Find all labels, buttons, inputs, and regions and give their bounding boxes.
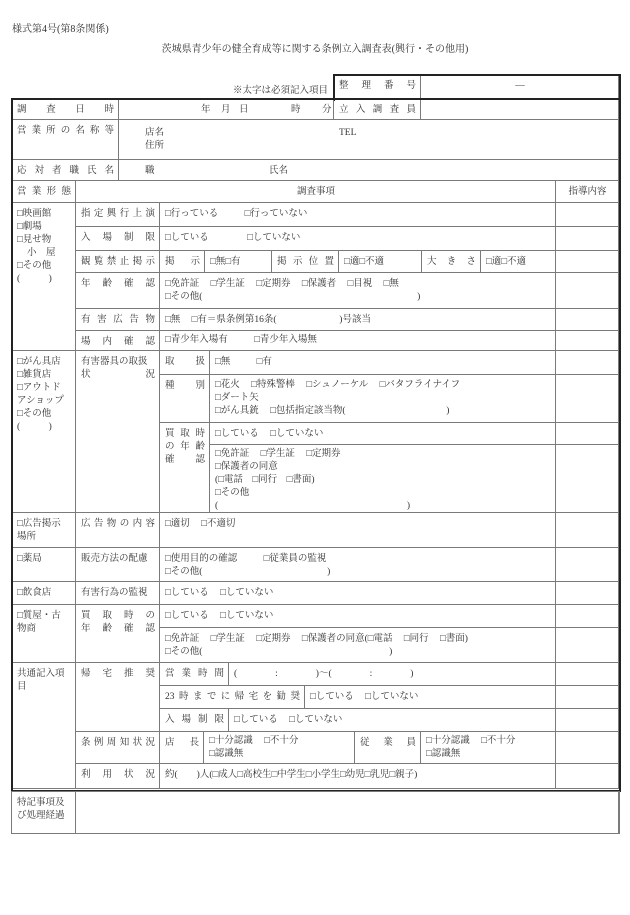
recommend-options (305, 686, 556, 709)
notice-size-label-text: 大きさ (427, 257, 476, 267)
respondent-label (12, 160, 119, 181)
inside-check-options (160, 331, 556, 351)
manager-label (160, 732, 204, 764)
guidance-field[interactable] (556, 423, 619, 445)
paren-close: ) (446, 406, 450, 416)
admission-label (76, 227, 160, 251)
header-items: 調査事項 (76, 181, 556, 203)
type-checkbox[interactable]: □その他 (17, 409, 52, 419)
type-checkbox[interactable]: □質屋・古 (17, 611, 61, 621)
purchase-age-label-line: 買取時 (165, 429, 205, 439)
survey-date-field[interactable] (119, 99, 334, 120)
type-checkbox[interactable]: □アウトド (17, 383, 61, 393)
minute-unit: 分 (322, 105, 332, 115)
ref-number-label (334, 75, 421, 99)
checkbox-option[interactable]: □無 (383, 279, 399, 289)
checkbox-option[interactable]: □行っている (165, 209, 219, 219)
pawn-label-line: 買取時の (81, 611, 155, 621)
ordinance-label (76, 732, 160, 764)
harmful-ads-label-text: 有害広告物 (81, 315, 155, 325)
position-label: 職 (145, 166, 155, 176)
checkbox-option[interactable]: □学生証 (210, 634, 245, 644)
business-label (12, 120, 119, 160)
guidance-field[interactable] (556, 351, 619, 375)
notice-display-label-text: 掲示 (165, 257, 200, 267)
pawn-label (76, 605, 160, 663)
inside-check-label (76, 331, 160, 351)
guidance-field[interactable] (556, 548, 619, 582)
guidance-field[interactable] (556, 331, 619, 351)
checkbox-option[interactable]: □保護者 (301, 279, 337, 289)
special-notes-field[interactable] (76, 792, 619, 834)
staff-label-text: 従業員 (360, 738, 416, 748)
required-note: ※太字は必須記入項目 (232, 86, 328, 96)
guidance-field[interactable] (556, 309, 619, 331)
toy-label-line: 状 況 (81, 370, 155, 380)
type-text: アショップ (17, 396, 64, 406)
checkbox-option[interactable]: □不適切 (201, 519, 236, 529)
type-text: 共通記入項 (17, 669, 65, 679)
purchase-age-label (160, 423, 210, 513)
type-checkbox[interactable]: □見せ物 (17, 235, 52, 245)
month-unit: 月 (221, 105, 231, 115)
inspector-label-text: 立入調査員 (339, 105, 416, 115)
notice-position-label-text: 掲示位置 (277, 257, 334, 267)
checkbox-option[interactable]: □学生証 (260, 449, 295, 459)
checkbox-other[interactable]: □その他( (165, 567, 203, 577)
pawn-types (12, 605, 76, 663)
respondent-label-text: 応対者職氏名 (17, 166, 114, 176)
hour-unit: 時 (291, 105, 301, 115)
checkbox-option[interactable]: □している (310, 692, 354, 702)
respondent-field[interactable] (119, 160, 619, 181)
checkbox-option[interactable]: □している (165, 233, 209, 243)
checkbox-option[interactable]: □行っていない (244, 209, 308, 219)
year-unit: 年 (201, 105, 211, 115)
special-notes-label (12, 792, 76, 834)
checkbox-option[interactable]: □有＝県条例第16条( (191, 315, 277, 325)
checkbox-option[interactable]: □していない (247, 233, 301, 243)
paren-close: ) (327, 567, 331, 577)
inspector-field[interactable] (421, 99, 619, 120)
checkbox-option[interactable]: □免許証 (165, 279, 200, 289)
advert-label-text: 広告物の内容 (81, 519, 155, 529)
type-other-field[interactable]: ( ) (17, 422, 52, 432)
checkbox-option[interactable]: □無 (165, 315, 181, 325)
checkbox-option[interactable]: □学生証 (210, 279, 245, 289)
purchase-age-status (210, 423, 556, 445)
checkbox-option[interactable]: □無 (215, 357, 231, 367)
checkbox-option[interactable]: □十分認識 (426, 736, 470, 746)
checkbox-option[interactable]: □書面) (440, 634, 468, 644)
type-text: 小 屋 (27, 248, 56, 258)
type-checkbox[interactable]: □がん具店 (17, 357, 61, 367)
advert-types (12, 513, 76, 548)
hours-label (160, 663, 229, 686)
handling-options (210, 351, 556, 375)
usage-field[interactable]: 約( )人(□成人□高校生□中学生□小学生□幼児□乳児□親子) (160, 764, 556, 789)
performance-label-text: 指定興行上演 (81, 209, 155, 219)
toy-types (12, 351, 76, 513)
checkbox-option[interactable]: □目視 (347, 279, 373, 289)
type-text: 目 (17, 682, 27, 692)
pharmacy-types (12, 548, 76, 582)
header-business-type-text: 営業形態 (17, 187, 71, 197)
go-home-label (76, 663, 160, 732)
admission-label-text: 入場制限 (81, 233, 155, 243)
guidance-field[interactable] (556, 732, 619, 764)
business-label-text: 営業所の名称等 (17, 126, 114, 136)
type-text: 場所 (17, 532, 37, 542)
age-check-label (76, 273, 160, 309)
paren-open: ( (215, 501, 219, 511)
guidance-field[interactable] (556, 251, 619, 273)
type-other-field[interactable]: ( ) (17, 274, 52, 284)
checkbox-option[interactable]: □免許証 (215, 449, 250, 459)
guidance-field[interactable] (556, 663, 619, 686)
guidance-field[interactable] (556, 628, 619, 663)
restaurant-types (12, 582, 76, 605)
notice-label-text: 観覧禁止掲示 (81, 257, 155, 267)
type-checkbox[interactable]: □広告掲示 (17, 519, 61, 529)
manager-options (204, 732, 355, 764)
pawn-label-line: 年齢確認 (81, 624, 155, 634)
common-admission-options (229, 709, 556, 732)
pawn-status (160, 605, 556, 628)
paren-close: ) (417, 292, 421, 302)
handling-label (160, 351, 210, 375)
ordinance-label-text: 条例周知状況 (81, 738, 155, 748)
guidance-field[interactable] (556, 605, 619, 628)
checkbox-option[interactable]: □使用目的の確認 (165, 554, 238, 564)
performance-label (76, 203, 160, 227)
theater-types (12, 203, 76, 351)
usage-label-text: 利用状況 (81, 770, 155, 780)
checkbox-option[interactable]: □その他 (215, 488, 250, 498)
guidance-field[interactable] (556, 513, 619, 548)
pharmacy-options (160, 548, 556, 582)
guidance-field[interactable] (556, 273, 619, 309)
kind-options (210, 375, 556, 423)
paren-close: ) (389, 647, 393, 657)
notice-size-label (422, 251, 481, 273)
checkbox-option[interactable]: □青少年入場無 (254, 335, 317, 345)
toy-label-line: 有害器具の取扱 (81, 357, 148, 367)
inside-check-label-text: 場内確認 (81, 337, 155, 347)
survey-date-label-text: 調査日時 (17, 105, 114, 115)
header-business-type (12, 181, 76, 203)
common-admission-label (160, 709, 229, 732)
tel-label: TEL (339, 128, 357, 138)
age-check-label-text: 年齢確認 (81, 279, 155, 289)
guidance-field[interactable] (556, 203, 619, 227)
checkbox-option[interactable]: □している (165, 611, 209, 621)
ref-number-label-text: 整理番号 (339, 81, 416, 91)
type-checkbox[interactable]: □雑貨店 (17, 370, 52, 380)
checkbox-option[interactable]: □している (215, 429, 259, 439)
checkbox-option[interactable]: □シュノーケル (306, 380, 369, 390)
common-admission-label-text: 入場制限 (165, 715, 224, 725)
checkbox-option[interactable]: □している (165, 588, 209, 598)
checkbox-option[interactable]: □定期券 (256, 279, 291, 289)
name-label: 氏名 (269, 166, 289, 176)
checkbox-option[interactable]: □保護者の同意 (215, 462, 278, 472)
store-name-label: 店名 (145, 128, 165, 138)
type-checkbox[interactable]: □薬局 (17, 554, 42, 564)
article-suffix: )号該当 (339, 315, 371, 325)
guidance-field[interactable] (556, 375, 619, 423)
checkbox-option[interactable]: □同行 (403, 634, 429, 644)
survey-date-label (12, 99, 119, 120)
harmful-ads-options (160, 309, 556, 331)
inspector-label (334, 99, 421, 120)
checkbox-option[interactable]: □ダート矢 (215, 393, 259, 403)
form-number: 様式第4号(第8条関係) (12, 24, 109, 35)
restaurant-options (160, 582, 556, 605)
notice-display-label (160, 251, 205, 273)
kind-label-text: 種別 (165, 381, 205, 391)
address-label: 住所 (145, 141, 165, 151)
recommend-label (160, 686, 305, 709)
checkbox-option[interactable]: □免許証 (165, 634, 200, 644)
type-checkbox[interactable]: □映画館 (17, 209, 52, 219)
header-guidance: 指導内容 (556, 181, 619, 203)
paren-close: ) (406, 501, 411, 511)
day-unit: 日 (239, 105, 249, 115)
checkbox-option[interactable]: □していない (270, 429, 324, 439)
checkbox-option[interactable]: □がん具銃 (215, 406, 259, 416)
notice-position-label (272, 251, 339, 273)
advert-label (76, 513, 160, 548)
age-check-options (160, 273, 556, 309)
guidance-field[interactable] (556, 227, 619, 251)
recommend-label-text: 23時までに帰宅を勧奨 (165, 692, 300, 702)
toy-label (76, 351, 160, 513)
guidance-field[interactable] (556, 764, 619, 789)
purchase-age-methods (210, 445, 556, 513)
common-types (12, 663, 76, 789)
kind-label (160, 375, 210, 423)
guidance-field[interactable] (556, 709, 619, 732)
special-notes-label-line: 特記事項及 (17, 798, 65, 808)
checkbox-option[interactable]: □していない (220, 588, 274, 598)
notice-label (76, 251, 160, 273)
checkbox-option[interactable]: □特殊警棒 (251, 380, 295, 390)
checkbox-option[interactable]: □していない (289, 715, 343, 725)
checkbox-option[interactable]: □花火 (215, 380, 240, 390)
handling-label-text: 取扱 (165, 357, 205, 367)
pharmacy-label: 販売方法の配慮 (76, 548, 160, 582)
harmful-ads-label (76, 309, 160, 331)
guidance-field[interactable] (556, 686, 619, 709)
checkbox-option[interactable]: □定期券 (306, 449, 341, 459)
checkbox-option[interactable]: □青少年入場有 (165, 335, 228, 345)
checkbox-option[interactable]: □定期券 (256, 634, 291, 644)
admission-options (160, 227, 556, 251)
advert-options (160, 513, 556, 548)
type-text: 物商 (17, 624, 37, 634)
purchase-age-label-line: 確認 (165, 455, 205, 465)
staff-options (421, 732, 556, 764)
type-checkbox[interactable]: □その他 (17, 261, 52, 271)
checkbox-option[interactable]: □適切 (165, 519, 190, 529)
checkbox-option[interactable]: □保護者の同意(□電話 (301, 634, 393, 644)
checkbox-other[interactable]: □その他( (165, 647, 203, 657)
restaurant-label: 有害行為の監視 (76, 582, 160, 605)
checkbox-option[interactable]: □していない (220, 611, 274, 621)
staff-label (355, 732, 421, 764)
notice-display-options[interactable]: □無□有 (205, 251, 272, 273)
hours-label-text: 営業時間 (165, 669, 224, 679)
hours-field[interactable]: ( : )〜( : ) (229, 663, 556, 686)
type-checkbox[interactable]: □飲食店 (17, 588, 52, 598)
purchase-age-label-line: の年齢 (165, 442, 205, 452)
checkbox-option[interactable]: □有 (256, 357, 272, 367)
guidance-field[interactable] (556, 445, 619, 513)
notice-size-options[interactable]: □適□不適 (481, 251, 556, 273)
special-notes-label-line: び処理経過 (17, 811, 65, 821)
checkbox-option[interactable]: □していない (365, 692, 419, 702)
manager-label-text: 店長 (165, 738, 199, 748)
checkbox-option[interactable]: □不十分 (264, 736, 299, 746)
checkbox-option[interactable]: □している (234, 715, 278, 725)
performance-options (160, 203, 556, 227)
checkbox-option[interactable]: □不十分 (481, 736, 516, 746)
checkbox-option[interactable]: □認識無 (209, 749, 244, 759)
usage-label (76, 764, 160, 789)
checkbox-option[interactable]: □従業員の監視 (263, 554, 327, 564)
page-title: 茨城県青少年の健全育成等に関する条例立入調査表(興行・その他用) (161, 44, 469, 55)
checkbox-option[interactable]: □バタフライナイフ (379, 380, 461, 390)
business-field[interactable] (119, 120, 619, 160)
pawn-methods (160, 628, 556, 663)
notice-position-options[interactable]: □適□不適 (339, 251, 422, 273)
type-checkbox[interactable]: □劇場 (17, 222, 42, 232)
checkbox-option[interactable]: □十分認識 (209, 736, 253, 746)
ref-number-field[interactable]: — (421, 75, 619, 99)
checkbox-option[interactable]: □包括指定該当物( (270, 406, 346, 416)
checkbox-other[interactable]: □その他( (165, 292, 203, 302)
guardian-methods[interactable]: (□電話 □同行 □書面) (215, 475, 315, 485)
checkbox-option[interactable]: □認識無 (426, 749, 461, 759)
go-home-label-text: 帰宅推奨 (81, 669, 155, 679)
guidance-field[interactable] (556, 582, 619, 605)
